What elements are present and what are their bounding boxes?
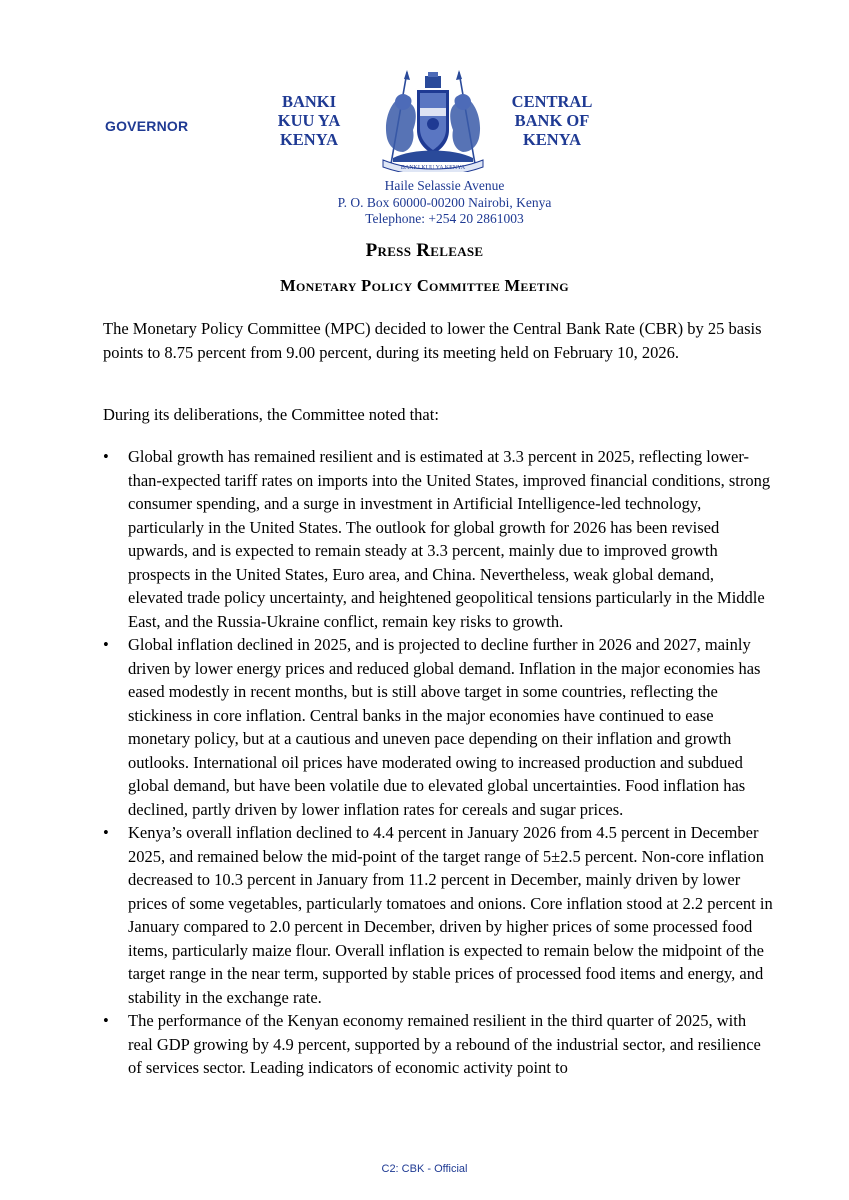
address-block xyxy=(0,178,849,228)
deliberations-paragraph: During its deliberations, the Committee noted that: xyxy=(103,405,439,424)
list-item-text: The performance of the Kenyan economy remained resilient in the third quarter of 2025, with real GDP growing by 4.9 percent, supported by a rebound of the industrial sector, and resilience of services sector. Leading indicators of economic activity point to xyxy=(128,1011,761,1077)
document-title: Press Release xyxy=(365,240,484,261)
bank-name-english xyxy=(497,92,607,149)
bank-name-line: KENYA xyxy=(522,130,582,149)
list-item xyxy=(103,445,773,633)
svg-text:BANKI KUU YA KENYA: BANKI KUU YA KENYA xyxy=(400,165,466,171)
findings-list xyxy=(103,445,773,1080)
bank-name-line: KUU YA xyxy=(277,111,341,130)
address-telephone: Telephone: +254 20 2861003 xyxy=(365,211,524,226)
address-street: Haile Selassie Avenue xyxy=(384,178,505,193)
coat-of-arms-logo xyxy=(373,68,493,172)
document-subtitle: Monetary Policy Committee Meeting xyxy=(280,276,569,295)
list-item xyxy=(103,821,773,1009)
bullet-icon: • xyxy=(103,447,109,466)
list-item xyxy=(103,633,773,821)
bank-name-swahili xyxy=(254,92,364,149)
bank-name-line: KENYA xyxy=(279,130,339,149)
list-item-text: Kenya’s overall inflation declined to 4.4 percent in January 2026 from 4.5 percent in December 2025, and remained below the mid-point of the target range of 5±2.5 percent. Non-core inflation decreased to 10.3 percent in January from 11.2 percent in December, mainly driven by lower prices of some vegetables, particularly tomatoes and onions. Core inflation stood at 2.2 percent in January compared to 2.0 percent in December, driven by higher prices of some processed food items, particularly maize flour. Overall inflation is expected to remain below the midpoint of the target range in the near term, supported by stable prices of processed food items and energy, and stability in the exchange rate. xyxy=(128,823,773,1007)
intro-paragraph: The Monetary Policy Committee (MPC) decided to lower the Central Bank Rate (CBR) by 25 basis points to 8.75 percent from 9.00 percent, during its meeting held on February 10, 2026. xyxy=(103,319,762,362)
address-po-box: P. O. Box 60000-00200 Nairobi, Kenya xyxy=(337,194,552,210)
bank-name-line: BANKI xyxy=(281,92,337,111)
bank-name-line: CENTRAL xyxy=(511,92,593,111)
list-item-text: Global inflation declined in 2025, and is projected to decline further in 2026 and 2027, mainly driven by lower energy prices and reduced global demand. Inflation in the major economies has eased modestly in recent months, but is still above target in some countries, reflecting the stickiness in core inflation. Central banks in the major economies have continued to ease monetary policy, but at a cautious and uneven pace depending on their inflation and growth outlooks. International oil prices have moderated owing to increased production and subdued global demand, but have been volatile due to elevated global uncertainties. Food inflation has declined, partly driven by lower inflation rates for cereals and sugar prices. xyxy=(128,635,761,819)
bullet-icon: • xyxy=(103,635,109,654)
governor-label: GOVERNOR xyxy=(105,118,189,134)
bank-name-line: BANK OF xyxy=(514,111,590,130)
classification-footer: C2: CBK - Official xyxy=(381,1163,468,1175)
bullet-icon: • xyxy=(103,1011,109,1030)
bullet-icon: • xyxy=(103,823,109,842)
list-item-text: Global growth has remained resilient and is estimated at 3.3 percent in 2025, reflecting lower-than-expected tariff rates on imports into the United States, improved financial conditions, strong consumer spending, and a surge in investment in Artificial Intelligence-led technology, particularly in the United States. The outlook for global growth for 2026 has been revised upwards, and is expected to remain steady at 3.3 percent, mainly due to improved growth prospects in the United States, Euro area, and China. Nevertheless, weak global demand, elevated trade policy uncertainty, and heightened geopolitical tensions particularly in the Middle East, and the Russia-Ukraine conflict, remain key risks to growth. xyxy=(128,447,771,631)
list-item xyxy=(103,1009,773,1080)
